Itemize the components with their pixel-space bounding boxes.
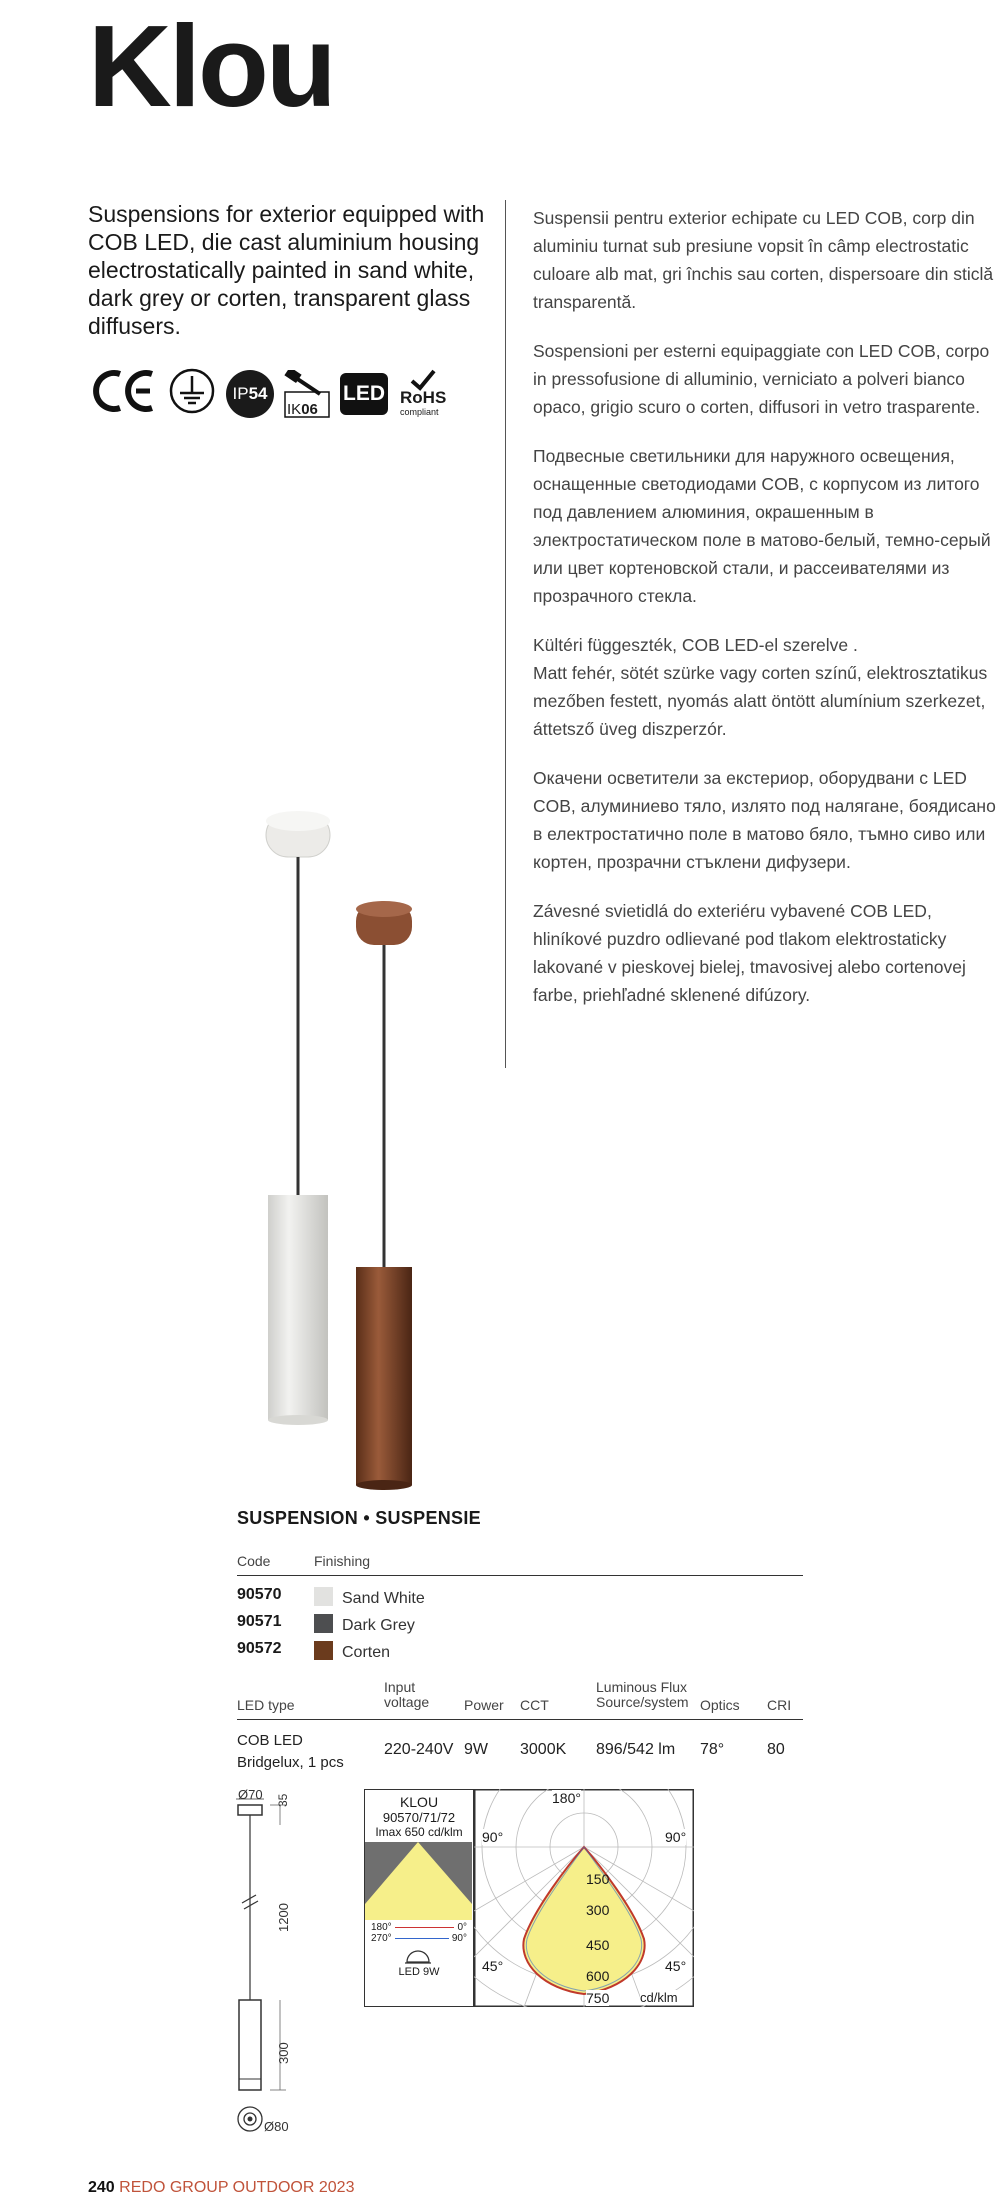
column-divider — [505, 200, 506, 1068]
dark-grey-swatch — [314, 1614, 333, 1633]
rohs-badge — [398, 369, 448, 419]
corten-swatch — [314, 1641, 333, 1660]
product-photo — [250, 805, 450, 1495]
ring-label: 300 — [586, 1902, 610, 1918]
legend-line2-left: 270° — [371, 1933, 392, 1944]
photometric-legend — [364, 1789, 474, 2007]
ring-label: 150 — [586, 1871, 610, 1887]
spec-header-cct: CCT — [520, 1697, 549, 1713]
lamp-icon — [365, 1944, 472, 1966]
certification-icons — [92, 366, 458, 421]
photometry-unit: cd/klm — [640, 1990, 678, 2005]
drawing-h-body: 300 — [276, 2042, 291, 2064]
variant-finish: Dark Grey — [342, 1617, 415, 1634]
spec-header-flux: Luminous Flux Source/system — [596, 1679, 689, 1710]
photometry-lamp-label: LED 9W — [398, 1966, 440, 1978]
description-hu: Kültéri függeszték, COB LED-el szerelve . Matt fehér, sötét szürke vagy corten színű, elektrosztatikus mezőben festett, nyomás alatt öntött alumínium szerkezet, áttetsző üveg diszperzór. — [533, 635, 988, 739]
product-title: Klou — [88, 1, 334, 131]
drawing-dia-top: Ø70 — [238, 1787, 263, 1802]
rohs-compliant: compliant — [400, 406, 439, 417]
photometry-name: KLOU — [399, 1794, 439, 1810]
photometry-imax: Imax 650 cd/klm — [375, 1825, 463, 1839]
polar-diagram — [474, 1789, 694, 2007]
angle-left: 90° — [482, 1829, 504, 1845]
page-number: 240 — [88, 2179, 115, 2196]
spec-header-power: Power — [464, 1697, 504, 1713]
ring-label: 600 — [586, 1968, 610, 1984]
product-description-en: Suspensions for exterior equipped with COB LED, die cast aluminium housing electrostatically painted in sand white, dark grey or corten, transparent glass diffusers. — [88, 201, 485, 339]
led-badge: LED — [340, 373, 388, 415]
legend-line2-right: 90° — [451, 1933, 467, 1944]
spec-cri: 80 — [767, 1741, 785, 1758]
drawing-h-top: 35 — [276, 1793, 290, 1807]
spec-header-input-voltage: Input voltage — [384, 1679, 430, 1710]
ip-label: IP — [232, 383, 249, 403]
spec-flux: 896/542 lm — [596, 1741, 676, 1758]
ring-label: 750 — [586, 1990, 610, 2006]
spec-power: 9W — [464, 1741, 488, 1758]
section-title: SUSPENSION • SUSPENSIE — [237, 1508, 481, 1528]
description-bg: Окачени осветители за екстериор, оборудвани с LED COB, алуминиево тяло, излято под налягане, боядисано в електростатично поле в матово бяло, тъмно сиво или кортен, прозрачни стъклени дифузери. — [533, 768, 996, 872]
ik-label: IK — [287, 400, 302, 418]
variant-finish: Corten — [342, 1644, 391, 1661]
angle-bottom-right: 45° — [665, 1958, 687, 1974]
technical-drawing — [230, 1785, 310, 2150]
drawing-h-cable: 1200 — [276, 1903, 291, 1932]
angle-bottom-left: 45° — [482, 1958, 504, 1974]
angle-right: 90° — [665, 1829, 687, 1845]
footer-brand: REDO GROUP OUTDOOR 2023 — [119, 2179, 355, 2196]
ik-value: 06 — [301, 400, 318, 418]
variant-code: 90570 — [237, 1586, 282, 1603]
description-it: Sospensioni per esterni equipaggiate con LED COB, corpo in pressofusione di alluminio, verniciato a polveri bianco opaco, grigio scuro o corten, diffusori in vetro trasparente. — [533, 341, 990, 417]
sand-white-swatch — [314, 1587, 333, 1606]
rohs-label: RoHS — [400, 387, 447, 407]
legend-line1-right: 0° — [457, 1922, 467, 1933]
corten-lamp — [356, 901, 412, 1490]
spec-cct: 3000K — [520, 1741, 567, 1758]
spec-header-led-type: LED type — [237, 1697, 295, 1713]
legend-line1-left: 180° — [371, 1922, 392, 1933]
ring-label: 450 — [586, 1937, 610, 1953]
variant-code: 90572 — [237, 1640, 282, 1657]
ik06-badge — [284, 370, 330, 418]
photometry-codes: 90570/71/72 — [382, 1810, 456, 1825]
angle-top: 180° — [552, 1790, 581, 1806]
translations — [533, 204, 1003, 1030]
beam-icon — [365, 1842, 472, 1920]
page-footer — [88, 2179, 354, 2197]
white-lamp — [266, 811, 330, 1425]
description-sk: Závesné svietidlá do exteriéru vybavené COB LED, hliníkové puzdro odlievané pod tlakom elektrostaticky lakované v pieskovej bielej, tmavosivej alebo cortenovej farbe, priehľadné sklenené difúzory. — [533, 901, 966, 1005]
finishing-header: Finishing — [314, 1553, 371, 1569]
spec-header-cri: CRI — [767, 1697, 792, 1713]
drawing-dia-bottom: Ø80 — [264, 2119, 289, 2134]
ip-value: 54 — [248, 383, 268, 403]
header-rule — [237, 1575, 803, 1576]
spec-header-optics: Optics — [700, 1697, 740, 1713]
ce-mark-icon — [92, 366, 158, 421]
code-header: Code — [237, 1553, 271, 1569]
ground-class-icon — [168, 367, 216, 420]
ip54-badge — [226, 370, 274, 418]
description-ro: Suspensii pentru exterior echipate cu LED COB, corp din aluminiu turnat sub presiune vopsit în câmp electrostatic culoare alb mat, gri închis sau corten, dispersoare din sticlă transparentă. — [533, 208, 994, 312]
spec-optics: 78° — [700, 1741, 725, 1758]
spec-input-voltage: 220-240V — [384, 1741, 454, 1758]
spec-header-rule — [237, 1719, 803, 1720]
spec-led-type: COB LED Bridgelux, 1 pcs — [237, 1732, 344, 1771]
variant-code: 90571 — [237, 1613, 282, 1630]
variant-finish: Sand White — [342, 1590, 425, 1607]
description-ru: Подвесные светильники для наружного освещения, оснащенные светодиодами COB, с корпусом из литого под давлением алюминия, окрашенным в электростатическом поле в матово-белый, темно-серый или цвет кортеновской стали, и рассеивателями из прозрачного стекла. — [533, 446, 991, 606]
